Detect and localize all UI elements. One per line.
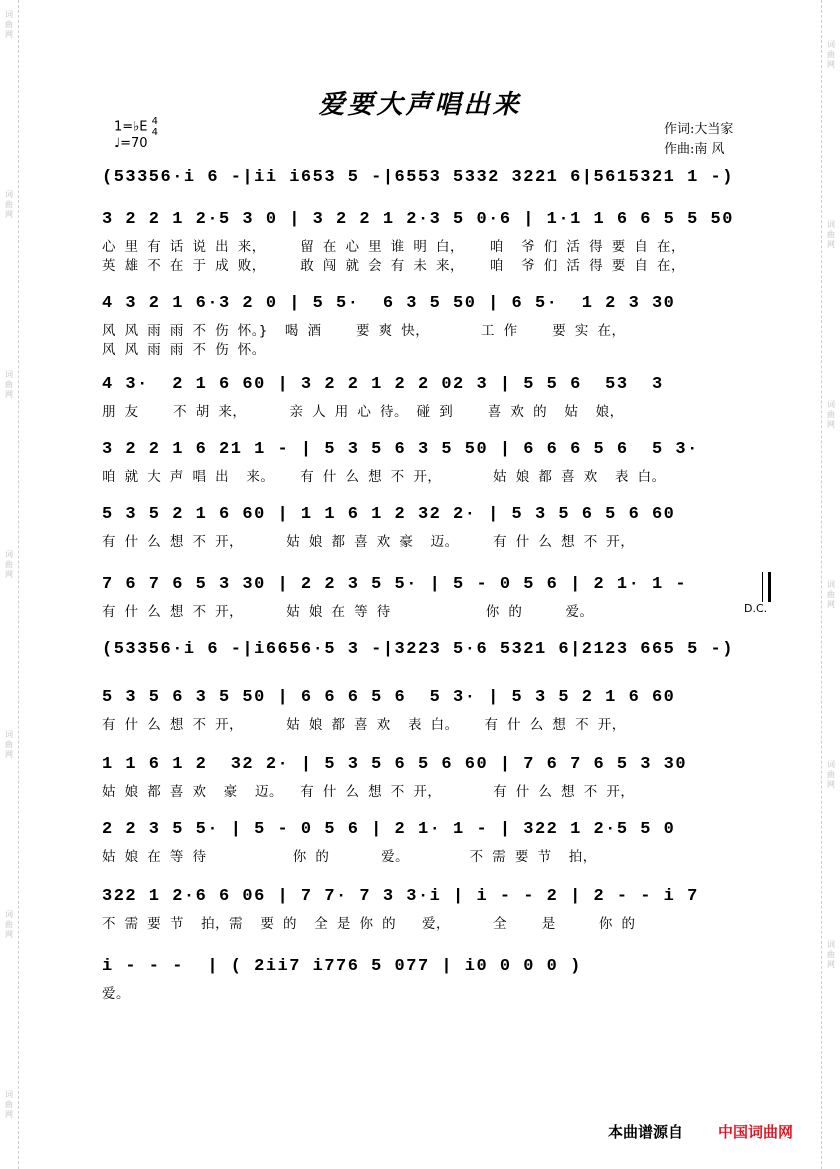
watermark: 词曲网 [827, 940, 835, 969]
watermark: 词曲网 [827, 760, 835, 789]
composer-credit: 作曲:南 风 [664, 142, 725, 157]
lyric-line: 爱。 [102, 986, 130, 1002]
song-title: 爱要大声唱出来 [318, 90, 522, 120]
lyric-line: 有 什 么 想 不 开， 姑 娘 都 喜 欢 表 白。 有 什 么 想 不 开， [102, 717, 626, 733]
lyricist-credit: 作词:大当家 [664, 122, 734, 137]
lyric-line: 有 什 么 想 不 开， 姑 娘 在 等 待 你 的 爱。 [102, 604, 594, 620]
notation-line: 4 3 2 1 6·3 2 0 | 5 5· 6 3 5 50 | 6 5· 1 2 3 30 [102, 294, 676, 313]
time-signature [152, 116, 158, 138]
notation-line: i - - - | ( 2ii7 i776 5 077 | i0 0 0 0 ) [102, 957, 582, 976]
key-signature [114, 116, 158, 138]
footer-site-name: 中国词曲网 [718, 1123, 794, 1141]
da-capo-mark: D.C. [744, 602, 768, 615]
watermark: 词曲网 [827, 40, 835, 69]
notation-line: 1 1 6 1 2 32 2· | 5 3 5 6 5 6 60 | 7 6 7 6 5 3 30 [102, 755, 688, 774]
left-margin-strip [0, 0, 19, 1169]
tempo-marking: ♩=70 [114, 136, 148, 151]
key-label: 1=♭E [114, 119, 148, 135]
notation-line: (53356·i 6 -|ii i653 5 -|6553 5332 3221 6|5615321 1 -) [102, 168, 734, 187]
lyric-line: 英 雄 不 在 于 成 败， 敢 闯 就 会 有 未 来， 咱 爷 们 活 得 要 自 在， [102, 258, 685, 274]
notation-line: 2 2 3 5 5· | 5 - 0 5 6 | 2 1· 1 - | 322 1 2·5 5 0 [102, 820, 676, 839]
watermark: 词曲网 [5, 730, 13, 759]
notation-line: 5 3 5 6 3 5 50 | 6 6 6 5 6 5 3· | 5 3 5 2 1 6 60 [102, 688, 676, 707]
notation-line: 5 3 5 2 1 6 60 | 1 1 6 1 2 32 2· | 5 3 5 6 5 6 60 [102, 505, 676, 524]
notation-line: (53356·i 6 -|i6656·5 3 -|3223 5·6 5321 6|2123 665 5 -) [102, 640, 734, 659]
lyric-line: 姑 娘 在 等 待 你 的 爱。 不 需 要 节 拍， [102, 849, 597, 865]
watermark: 词曲网 [5, 910, 13, 939]
lyric-line: 风 风 雨 雨 不 伤 怀。 [102, 342, 266, 358]
time-bottom: 4 [151, 127, 159, 138]
time-top: 4 [151, 116, 159, 127]
lyric-line: 不 需 要 节 拍，需 要 的 全 是 你 的 爱， 全 是 你 的 [102, 916, 636, 932]
notation-line: 3 2 2 1 2·5 3 0 | 3 2 2 1 2·3 5 0·6 | 1·1 1 6 6 5 5 50 [102, 210, 734, 229]
notation-line: 7 6 7 6 5 3 30 | 2 2 3 5 5· | 5 - 0 5 6 | 2 1· 1 - [102, 575, 688, 594]
watermark: 词曲网 [5, 1090, 13, 1119]
notation-line: 3 2 2 1 6 21 1 - | 5 3 5 6 3 5 50 | 6 6 6 5 6 5 3· [102, 440, 699, 459]
lyric-line: 朋 友 不 胡 来， 亲 人 用 心 待。 碰 到 喜 欢 的 姑 娘， [102, 404, 624, 420]
lyric-line: 姑 娘 都 喜 欢 豪 迈。 有 什 么 想 不 开， 有 什 么 想 不 开， [102, 784, 635, 800]
footer-source-text: 本曲谱源自 [608, 1123, 684, 1141]
notation-line: 4 3· 2 1 6 60 | 3 2 2 1 2 2 02 3 | 5 5 6 53 3 [102, 375, 664, 394]
lyric-line: 有 什 么 想 不 开， 姑 娘 都 喜 欢 豪 迈。 有 什 么 想 不 开， [102, 534, 635, 550]
watermark: 词曲网 [5, 190, 13, 219]
watermark: 词曲网 [5, 10, 13, 39]
watermark: 词曲网 [5, 550, 13, 579]
lyric-line: 咱 就 大 声 唱 出 来。 有 什 么 想 不 开， 姑 娘 都 喜 欢 表 白。 [102, 469, 666, 485]
lyric-line: 心 里 有 话 说 出 来， 留 在 心 里 谁 明 白， 咱 爷 们 活 得 要 自 在， [102, 239, 685, 255]
lyric-line: 风 风 雨 雨 不 伤 怀。} 喝 酒 要 爽 快， 工 作 要 实 在， [102, 323, 626, 339]
notation-line: 322 1 2·6 6 06 | 7 7· 7 3 3·i | i - - 2 | 2 - - i 7 [102, 887, 699, 906]
watermark: 词曲网 [5, 370, 13, 399]
watermark: 词曲网 [827, 580, 835, 609]
watermark: 词曲网 [827, 400, 835, 429]
final-barline [762, 572, 771, 602]
watermark: 词曲网 [827, 220, 835, 249]
